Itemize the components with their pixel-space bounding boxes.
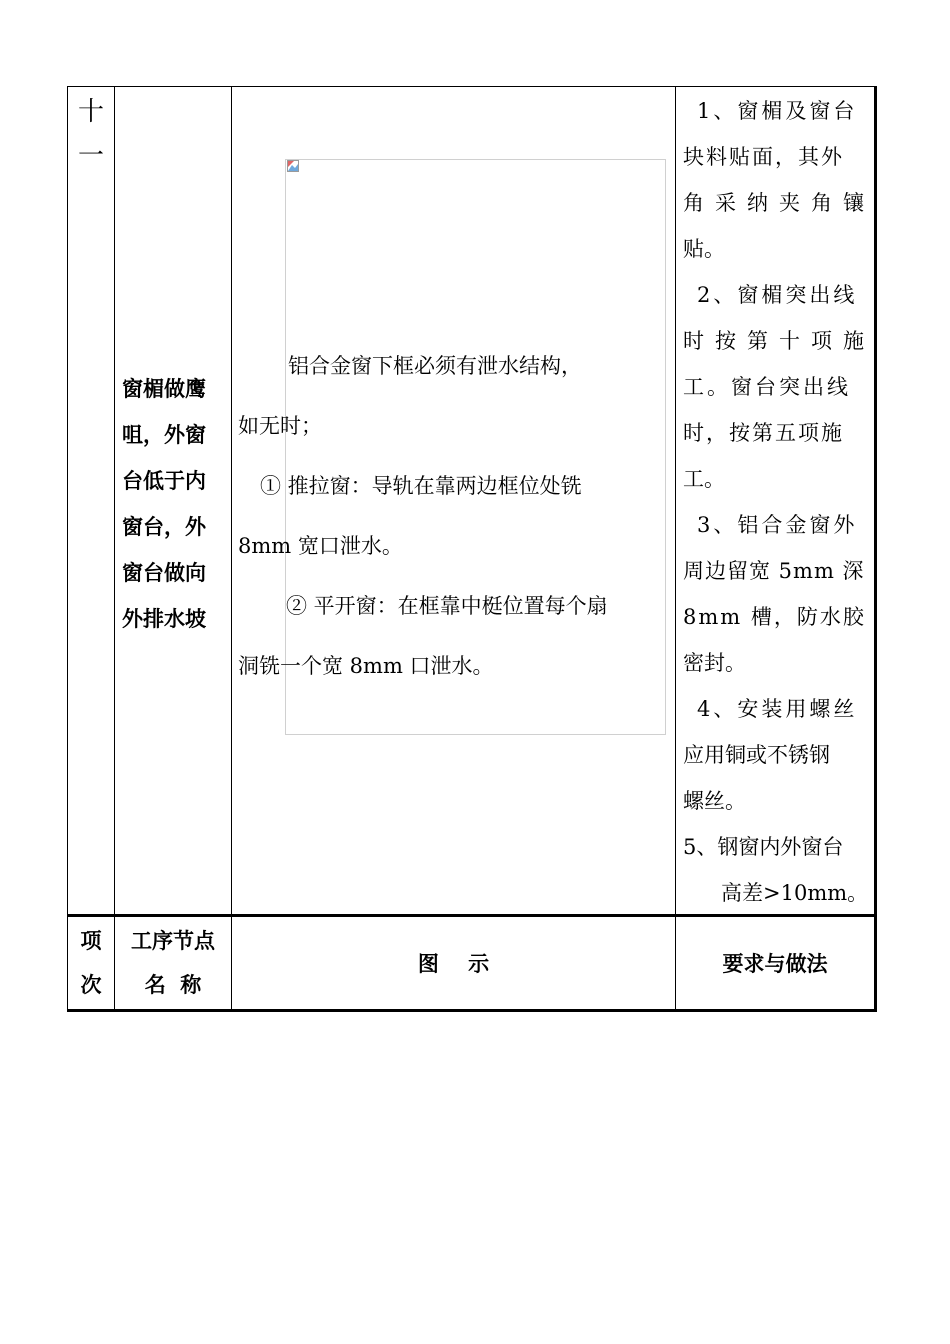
process-name-line: 窗楣做鹰 [122,377,206,401]
header-item-number-line-1: 项 [80,929,102,953]
requirements-line: 角采纳夹角镶 [683,191,875,215]
process-name-line: 外排水坡 [122,607,206,631]
header-figure: 图 示 [417,952,490,976]
figure-text-line: ① 推拉窗：导轨在靠两边框位处铣 [260,474,582,498]
figure-text-line: 铝合金窗下框必须有泄水结构， [288,354,582,378]
requirements-line: 密封。 [683,651,746,675]
item-number [68,90,114,178]
header-process-name [115,918,231,1008]
header-requirements: 要求与做法 [722,952,828,976]
requirements-text [683,88,873,916]
column-divider-3 [675,86,676,1010]
broken-image-icon [287,160,299,172]
requirements-line: 螺丝。 [683,789,746,813]
header-item-number [68,918,114,1008]
requirements-line: 高差>10mm。 [721,881,869,905]
header-process-line-2: 名 称 [144,973,202,997]
requirements-line: 工。窗台突出线 [683,375,851,399]
requirements-line: 工。 [683,467,725,491]
column-divider-2 [231,86,232,1010]
requirements-line: 8mm 槽，防水胶 [683,605,866,629]
requirements-line: 4、安装用螺丝 [697,697,858,721]
item-number-line-2: 一 [77,141,104,171]
requirements-line: 贴。 [683,237,725,261]
requirements-line: 周边留宽 5mm 深 [683,559,865,583]
process-name-line: 台低于内 [122,469,206,493]
requirements-line: 时按第十项施 [683,329,875,353]
requirements-line: 应用铜或不锈钢 [683,743,830,767]
process-name-line: 窗台做向 [122,561,206,585]
requirements-line: 2、窗楣突出线 [697,283,858,307]
figure-text [238,336,670,696]
requirements-line: 时，按第五项施 [683,421,844,445]
requirements-line: 5、钢窗内外窗台 [683,835,844,859]
column-divider-1 [114,86,115,1010]
figure-text-line: 洞铣一个宽 8mm 口泄水。 [238,654,494,678]
item-number-line-1: 十 [77,97,104,127]
process-name-line: 窗台，外 [122,515,206,539]
figure-text-line: ② 平开窗：在框靠中梃位置每个扇 [286,594,608,618]
figure-text-line: 如无时； [238,414,322,438]
process-name-line: 咀，外窗 [122,423,206,447]
figure-text-line: 8mm 宽口泄水。 [238,534,403,558]
header-item-number-line-2: 次 [80,973,102,997]
process-name [116,366,228,642]
requirements-line: 块料贴面，其外 [683,145,844,169]
requirements-line: 1、窗楣及窗台 [697,99,858,123]
requirements-line: 3、铝合金窗外 [697,513,858,537]
header-process-line-1: 工序节点 [131,929,215,953]
